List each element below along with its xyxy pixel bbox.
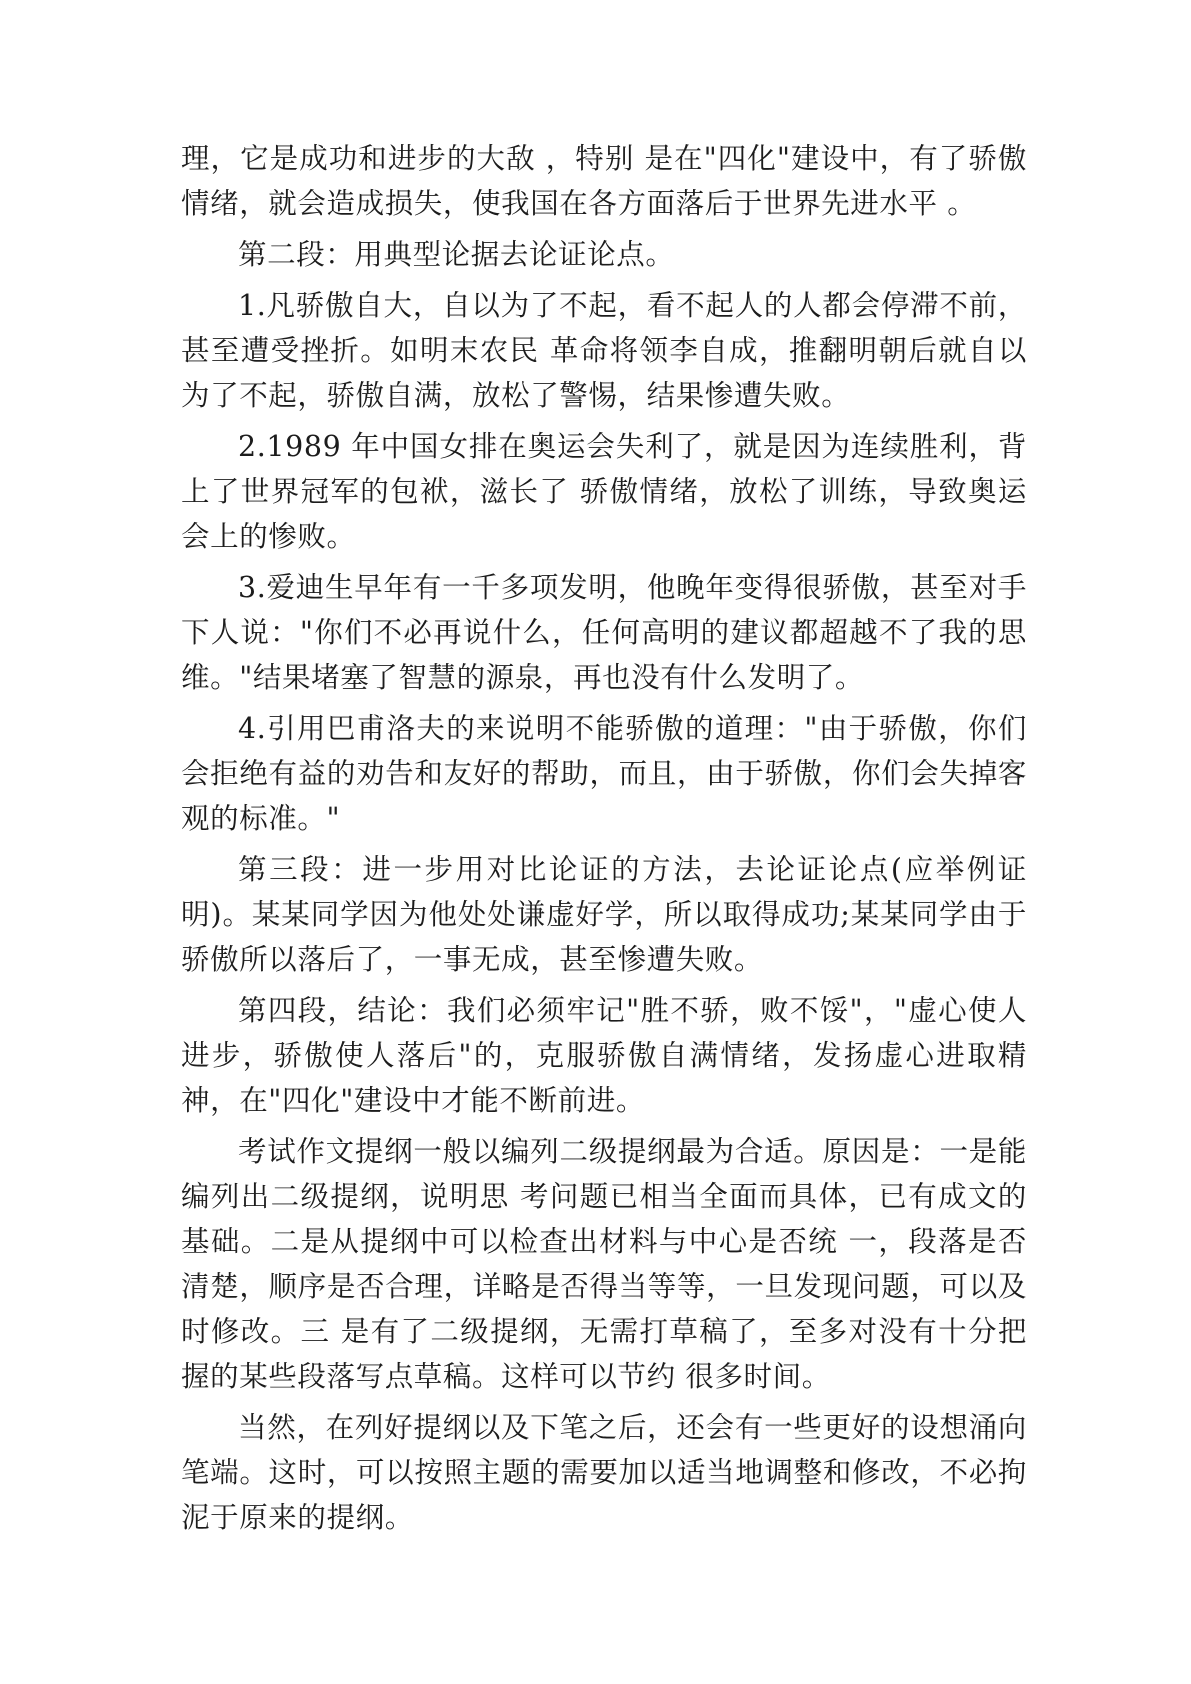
document-body [181, 136, 1027, 1546]
paragraph-example-2: 2.1989 年中国女排在奥运会失利了，就是因为连续胜利，背上了世界冠军的包袱，滋长了 骄傲情绪，放松了训练，导致奥运会上的惨败。 [181, 430, 1027, 553]
paragraph-section-three: 第三段：进一步用对比论证的方法，去论证论点(应举例证明)。某某同学因为他处处谦虚好学，所以取得成功;某某同学由于骄傲所以落后了，一事无成，甚至惨遭失败。 [181, 853, 1027, 976]
paragraph-continuation: 理，它是成功和进步的大敌 ，特别 是在"四化"建设中，有了骄傲情绪，就会造成损失，使我国在各方面落后于世界先进水平 。 [181, 142, 1027, 220]
paragraph-example-4: 4.引用巴甫洛夫的来说明不能骄傲的道理："由于骄傲，你们会拒绝有益的劝告和友好的帮助，而且，由于骄傲，你们会失掉客观的标准。" [181, 712, 1027, 835]
paragraph-section-four: 第四段，结论：我们必须牢记"胜不骄，败不馁"，"虚心使人进步，骄傲使人落后"的，克服骄傲自满情绪，发扬虚心进取精神，在"四化"建设中才能不断前进。 [181, 994, 1027, 1117]
paragraph-outline-advice: 考试作文提纲一般以编列二级提纲最为合适。原因是：一是能编列出二级提纲，说明思 考问题已相当全面而具体，已有成文的基础。二是从提纲中可以检查出材料与中心是否统 一，段落是否清楚，顺序是否合理，详略是否得当等等，一旦发现问题，可以及时修改。三 是有了二级提纲，无需打草稿了，至多对没有十分把握的某些段落写点草稿。这样可以节约 很多时间。 [181, 1135, 1027, 1393]
paragraph-closing: 当然，在列好提纲以及下笔之后，还会有一些更好的设想涌向笔端。这时，可以按照主题的需要加以适当地调整和修改，不必拘泥于原来的提纲。 [181, 1411, 1027, 1534]
paragraph-example-3: 3.爱迪生早年有一千多项发明，他晚年变得很骄傲，甚至对手下人说："你们不必再说什么，任何高明的建议都超越不了我的思维。"结果堵塞了智慧的源泉，再也没有什么发明了。 [181, 571, 1027, 694]
paragraph-example-1: 1.凡骄傲自大，自以为了不起，看不起人的人都会停滞不前，甚至遭受挫折。如明末农民 革命将领李自成，推翻明朝后就自以为了不起，骄傲自满，放松了警惕，结果惨遭失败。 [181, 289, 1027, 412]
paragraph-section-two-heading: 第二段：用典型论据去论证论点。 [238, 238, 675, 271]
